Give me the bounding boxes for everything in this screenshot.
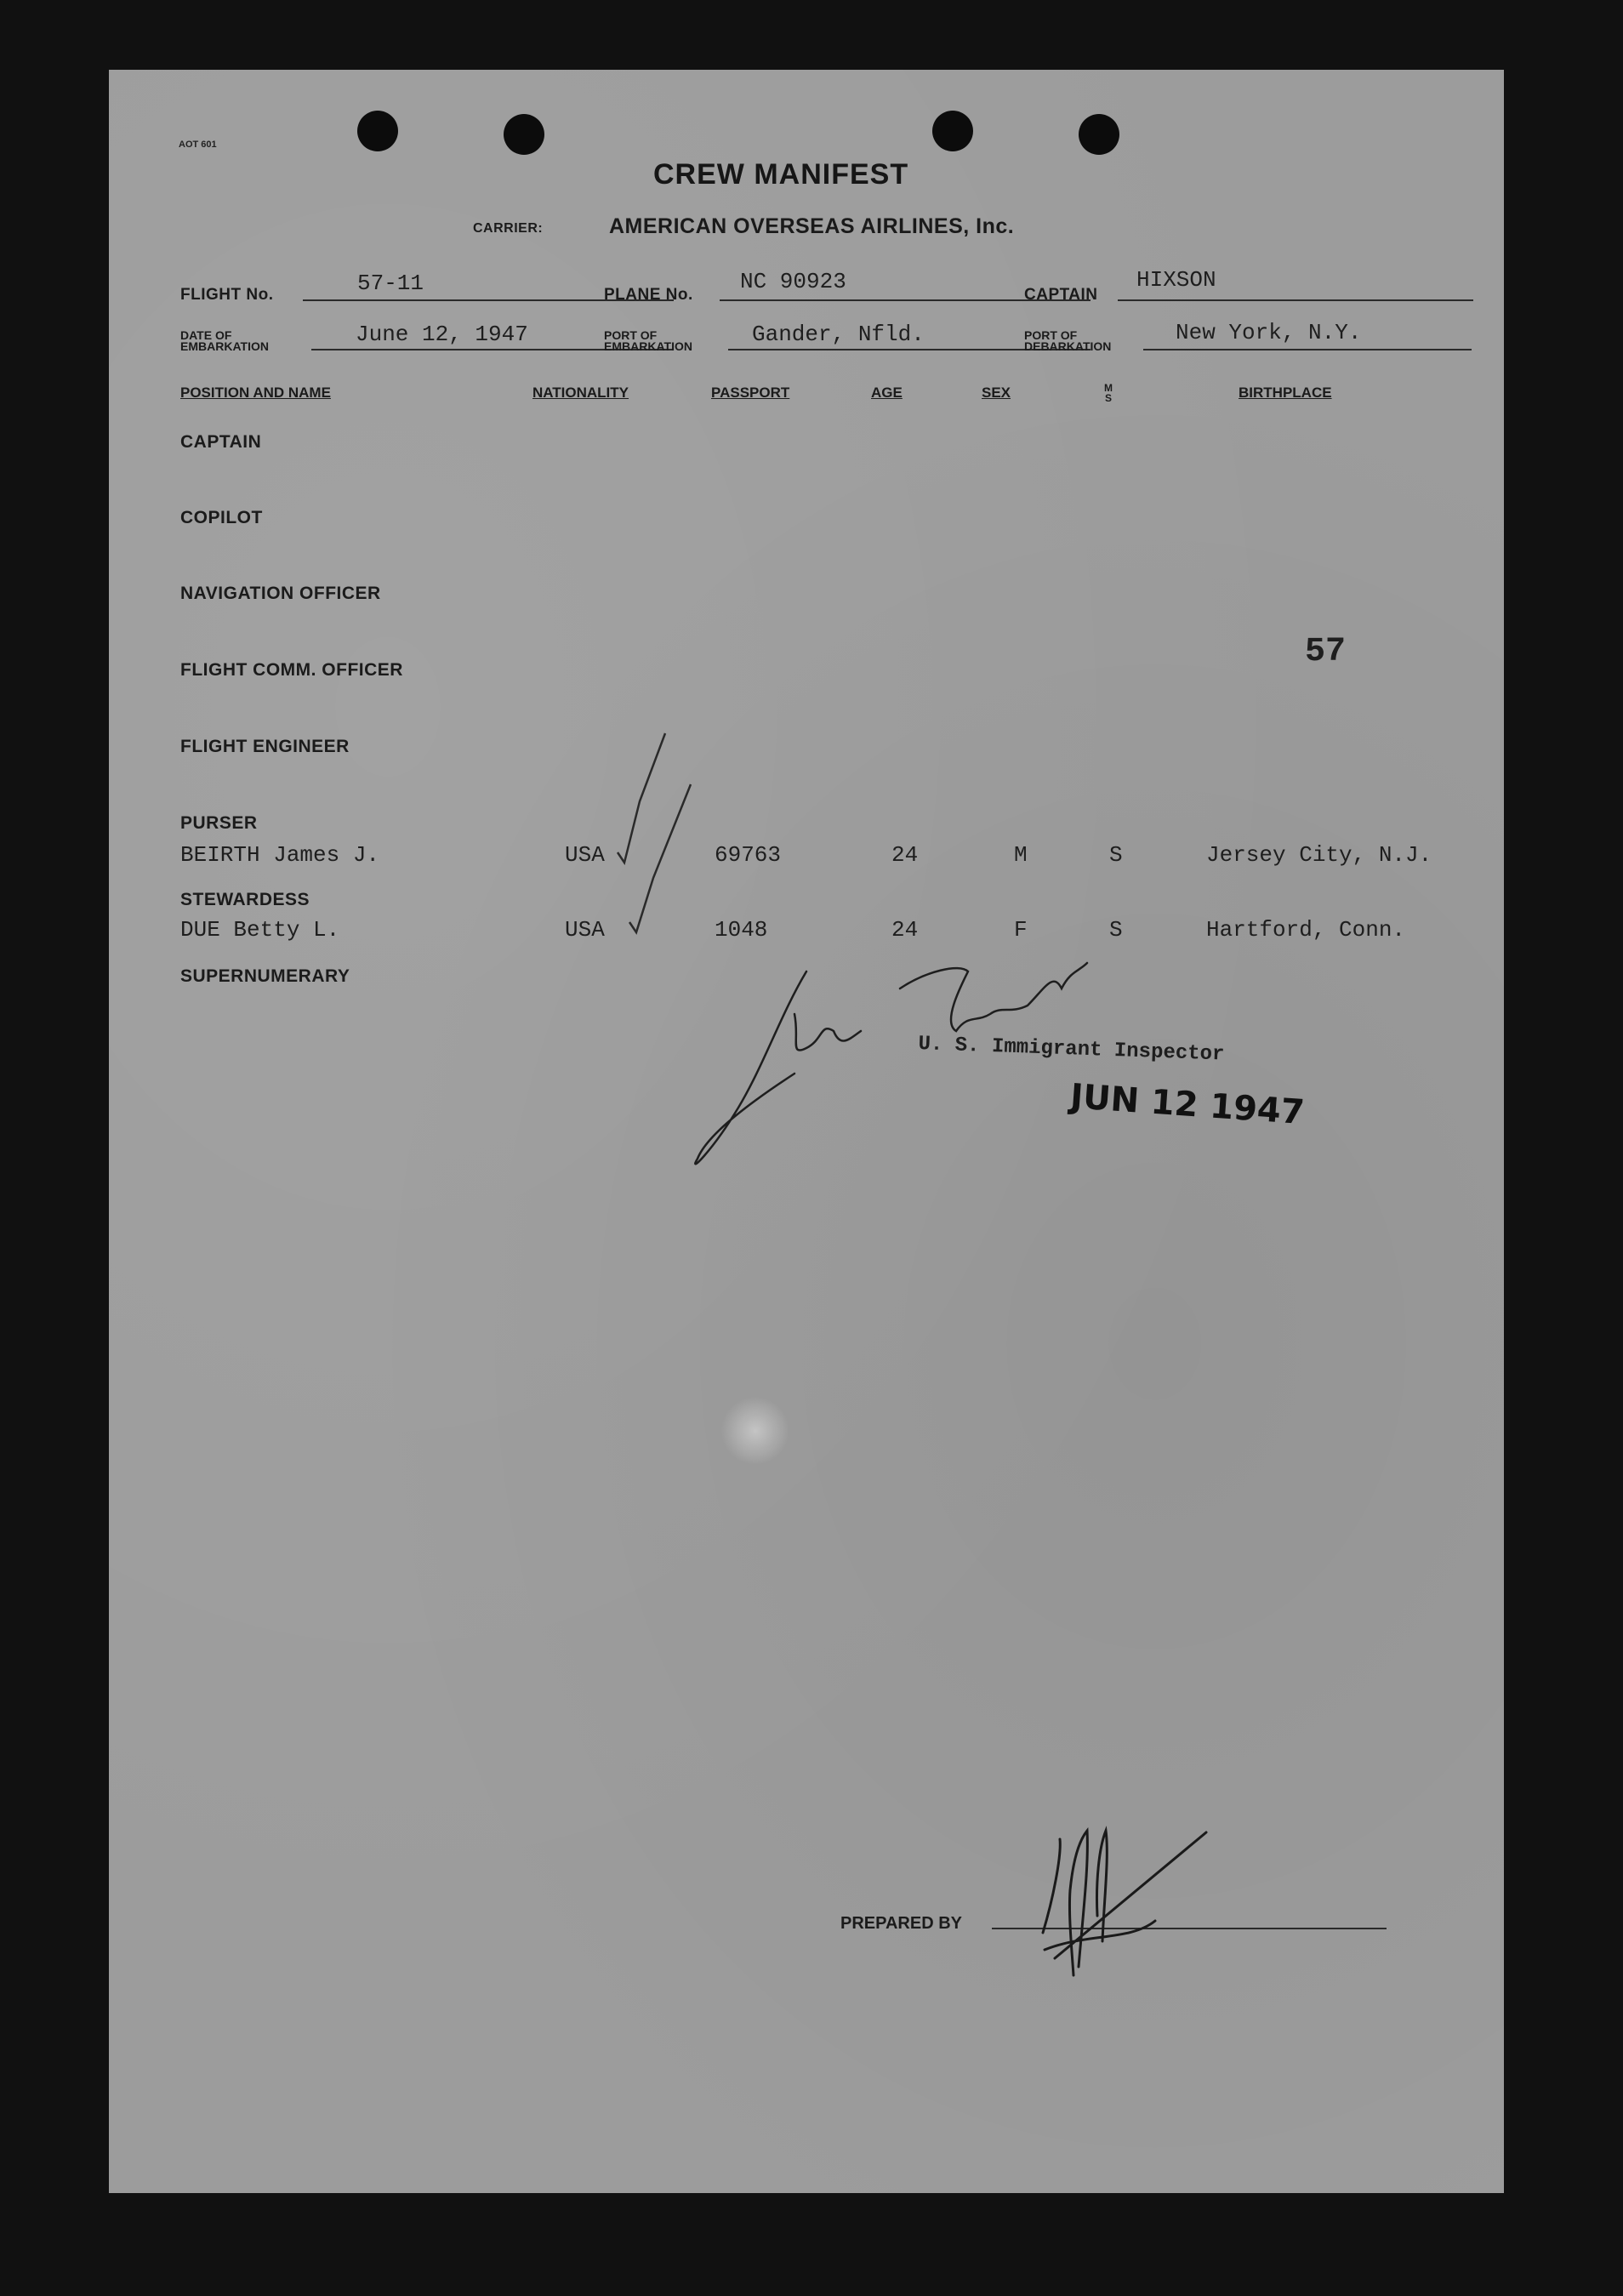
port-of-debarkation-value: New York, N.Y. [1176, 320, 1362, 345]
position-stewardess: STEWARDESS [180, 890, 310, 909]
margin-number: 57 [1305, 633, 1347, 671]
captain-label: CAPTAIN [1024, 286, 1098, 304]
column-sex: SEX [982, 385, 1011, 401]
crew-nationality: USA [565, 842, 605, 868]
crew-age: 24 [891, 917, 919, 943]
port-emb-label-line-2: EMBARKATION [604, 339, 692, 353]
prepared-by-label: PREPARED BY [840, 1914, 962, 1933]
crew-passport: 1048 [715, 917, 768, 943]
position-flight-comm-officer: FLIGHT COMM. OFFICER [180, 660, 403, 680]
column-birthplace: BIRTHPLACE [1239, 385, 1332, 401]
column-age: AGE [871, 385, 903, 401]
crew-birthplace: Jersey City, N.J. [1206, 842, 1432, 868]
plane-number-label: PLANE No. [604, 286, 693, 304]
captain-value: HIXSON [1136, 267, 1216, 293]
marital-s: S [1104, 392, 1112, 404]
position-captain: CAPTAIN [180, 432, 262, 452]
crew-age: 24 [891, 842, 919, 868]
position-navigation-officer: NAVIGATION OFFICER [180, 584, 381, 603]
date-label-line-2: EMBARKATION [180, 339, 269, 353]
carrier-value: AMERICAN OVERSEAS AIRLINES, Inc. [609, 214, 1015, 238]
flight-number-label: FLIGHT No. [180, 286, 274, 304]
flight-number-value: 57-11 [357, 271, 424, 296]
crew-nationality: USA [565, 917, 605, 943]
plane-number-value: NC 90923 [740, 269, 846, 294]
position-purser: PURSER [180, 813, 258, 833]
marital-m: M [1104, 382, 1113, 394]
crew-marital-status: S [1109, 842, 1123, 868]
column-passport: PASSPORT [711, 385, 790, 401]
date-of-embarkation-value: June 12, 1947 [356, 322, 528, 347]
crew-sex: M [1014, 842, 1028, 868]
crew-marital-status: S [1109, 917, 1123, 943]
crew-sex: F [1014, 917, 1028, 943]
form-code: AOT 601 [179, 140, 217, 150]
position-copilot: COPILOT [180, 508, 263, 527]
preparer-initials [109, 70, 1504, 2111]
position-flight-engineer: FLIGHT ENGINEER [180, 737, 350, 756]
date-label-line-1: DATE OF [180, 328, 232, 342]
crew-name: DUE Betty L. [180, 917, 340, 943]
port-emb-label-line-1: PORT OF [604, 328, 658, 342]
port-of-embarkation-value: Gander, Nfld. [752, 322, 925, 347]
page-title: CREW MANIFEST [653, 158, 909, 191]
date-stamp: JUN 12 1947 [1068, 1077, 1307, 1133]
column-position-and-name: POSITION AND NAME [180, 385, 331, 401]
column-nationality: NATIONALITY [532, 385, 629, 401]
position-supernumerary: SUPERNUMERARY [180, 966, 350, 986]
port-deb-label-line-2: DEBARKATION [1024, 339, 1112, 353]
crew-name: BEIRTH James J. [180, 842, 380, 868]
crew-passport: 69763 [715, 842, 782, 868]
port-deb-label-line-1: PORT OF [1024, 328, 1078, 342]
inspector-title: U. S. Immigrant Inspector [918, 1033, 1225, 1067]
manifest-page [109, 70, 1504, 2193]
crew-birthplace: Hartford, Conn. [1206, 917, 1406, 943]
carrier-label: CARRIER: [473, 221, 544, 236]
